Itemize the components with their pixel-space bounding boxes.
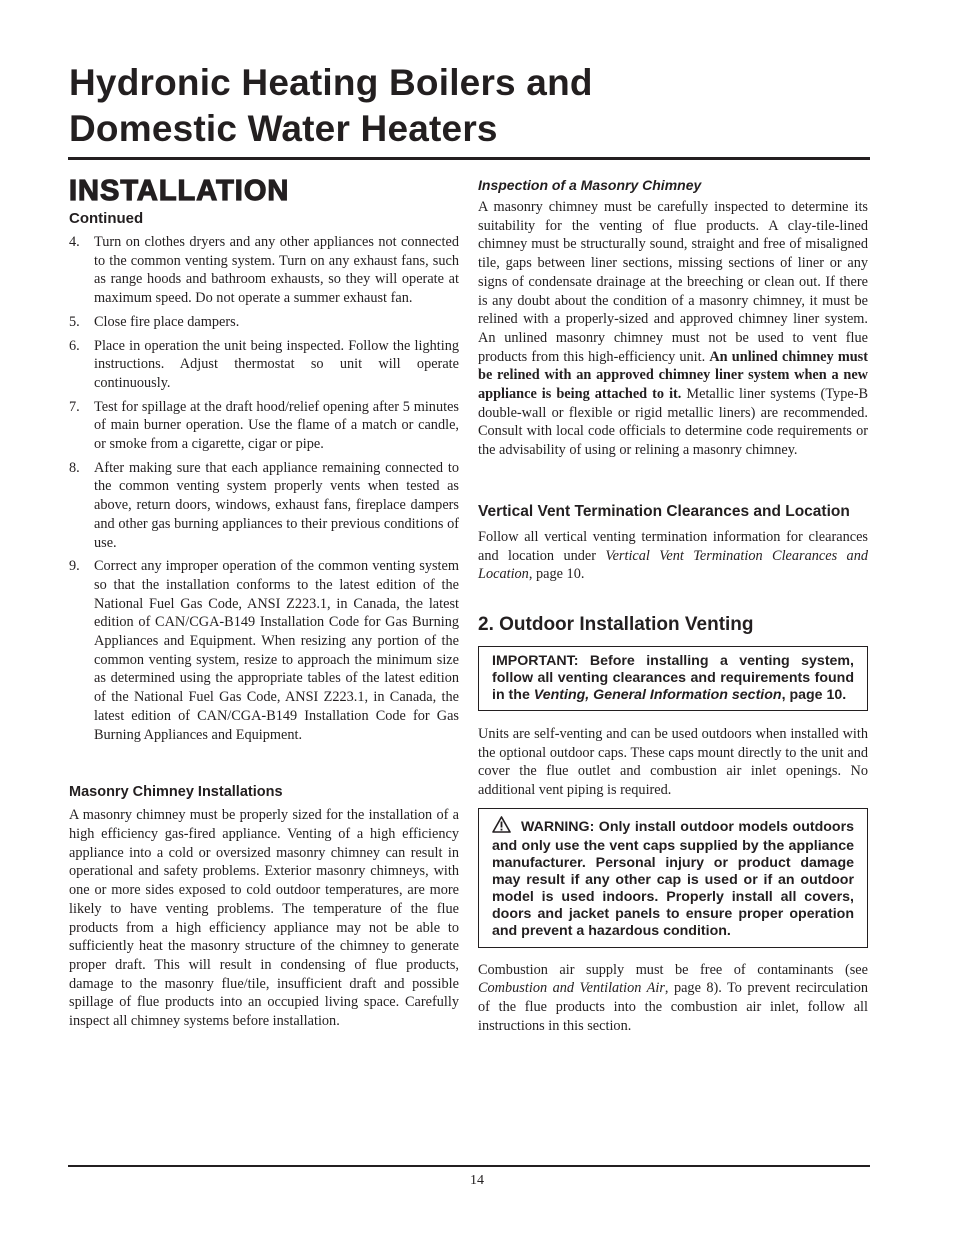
list-item-text: Correct any improper operation of the common venting system so that the installation conforms to the latest edition of the National Fuel Gas Code, ANSI Z223.1, in Canada, the latest edition of CAN/CGA-B149 Installation Code for Gas Burning Appliances and Equipment. When resizing any portion of the common venting system, resize to approach the minimum size as determined using the appropriate tables of the latest edition of the National Fuel Gas Code, ANSI Z223.1, in Canada, the latest edition of CAN/CGA-B149 Installation Code for Gas Burning Appliances and Equipment. [94,558,459,743]
inspection-text: A masonry chimney must be carefully inspected to determine its suitability for the venting of flue products. A clay-tile-lined chimney must be structurally sound, straight and free of misaligned tile, gaps between liner sections, missing sections of liner or any signs of condensate drainage at the breeching or clean out. If there is any doubt about the condition of a masonry chimney, it must be relined with a properly-sized and approved chimney liner system. An unlined masonry chimney must not be used to vent flue products from this high-efficiency unit. [478,199,868,365]
list-item [69,398,459,454]
combustion-reference: Combustion and Ventilation Air [478,980,665,997]
inspection-heading: Inspection of a Masonry Chimney [478,177,702,193]
combustion-text-continued: , page 8). To prevent recirculation of the flue products into the combustion air inlet, follow all instructions in this section. [478,980,868,1034]
warning-label: WARNING [521,818,590,835]
list-item-number: 4. [69,234,80,250]
masonry-chimney-heading: Masonry Chimney Installations [69,784,283,801]
outdoor-venting-heading: 2. Outdoor Installation Venting [478,613,754,635]
right-column [478,177,868,1036]
inspection-paragraph [478,198,868,460]
combustion-paragraph [478,961,868,1036]
section-title: INSTALLATION [69,175,290,207]
warning-box [478,808,868,948]
vertical-vent-page: , page 10. [528,566,585,583]
masonry-chimney-paragraph: A masonry chimney must be properly sized for the installation of a high efficiency gas-fired appliance. Venting of a high efficiency appliance into a cold or oversized masonry chimney can result in operational and safety problems. Exterior masonry chimneys, with one or more sides exposed to cold outdoor temperatures, are more likely to have venting problems. The temperature of the flue products from a high efficiency appliance may not be able to sufficiently heat the masonry structure of the chimney to generate proper draft. This will result in condensing of flue products, damage to the masonry flue/tile, insufficient draft and possible spillage of flue products into an occupied living space. Carefully inspect all chimney systems before installation. [69,807,459,1030]
top-rule [68,157,870,160]
list-item-number: 5. [69,313,80,330]
vertical-vent-text: Follow all vertical venting termination information for clearances and location under [478,528,868,564]
list-item-text: After making sure that each appliance remaining connected to the common venting system properly vents when tested as above, return doors, windows, exhaust fans, fireplace dampers and other gas burning appliances to their previous conditions of use. [94,459,459,551]
inspection-text-continued: Metallic liner systems (Type-B double-wall or flexible or rigid metallic liners) are recommended. Consult with local code officials to determine code requirements or the advisability of using or relining a masonry chimney. [478,386,868,459]
page-title-line-2: Domestic Water Heaters [69,108,498,149]
list-item-text: Close fire place dampers. [94,313,240,330]
list-item [69,313,459,332]
combustion-text: Combustion air supply must be free of contaminants (see [478,961,868,978]
list-item-text: Turn on clothes dryers and any other appliances not connected to the common venting system. Turn on any exhaust fans, such as range hoods and bathroom exhausts, so they will operate at maximum speed. Do not operate a summer exhaust fan. [94,234,459,307]
bottom-rule [68,1165,870,1167]
important-reference: Venting, General Information section [533,686,782,703]
list-item-text: Place in operation the unit being inspected. Follow the lighting instructions. Adjust thermostat so unit will operate continuously. [94,337,459,391]
important-page: , page 10. [781,686,847,703]
list-item-number: 9. [69,558,80,575]
warning-text: : Only install outdoor models outdoors and only use the vent caps supplied by the appliance manufacturer. Personal injury or product damage may result if any other cap is used or if an outdoor model is used indoors. Properly install all covers, doors and jacket panels to ensure proper operation and prevent a hazardous condition. [492,818,854,939]
continued-label: Continued [69,210,144,227]
vertical-vent-heading: Vertical Vent Termination Clearances and Location [478,502,850,520]
list-item [69,337,459,393]
inspection-bold-text: An unlined chimney must be relined with an approved chimney liner system when a new appliance is being attached to it. [478,348,869,403]
page-title [69,60,889,152]
list-item-text: Test for spillage at the draft hood/relief opening after 5 minutes of main burner operation. Use the flame of a match or candle, or smoke from a cigarette, cigar or pipe. [94,398,459,453]
outdoor-paragraph: Units are self-venting and can be used outdoors when installed with the optional outdoor caps. These caps mount directly to the unit and cover the flue outlet and combustion air inlet openings. No additional vent piping is required. [478,725,868,799]
list-item-number: 6. [69,337,80,354]
vertical-vent-paragraph [478,528,868,584]
page-number: 14 [470,1173,484,1188]
page-title-line-1: Hydronic Heating Boilers and [69,62,593,103]
list-item-number: 7. [69,398,80,415]
warning-triangle-icon [492,816,511,838]
venting-test-steps [69,233,459,744]
important-text: IMPORTANT: Before installing a venting system, follow all venting clearances and requirements found in the [492,652,854,703]
list-item [69,557,459,744]
vertical-vent-reference: Vertical Vent Termination Clearances and Location [478,547,868,583]
list-item [69,459,459,553]
left-column [69,174,459,1031]
list-item-number: 8. [69,459,80,476]
list-item [69,233,459,308]
important-notice-box [478,646,868,711]
